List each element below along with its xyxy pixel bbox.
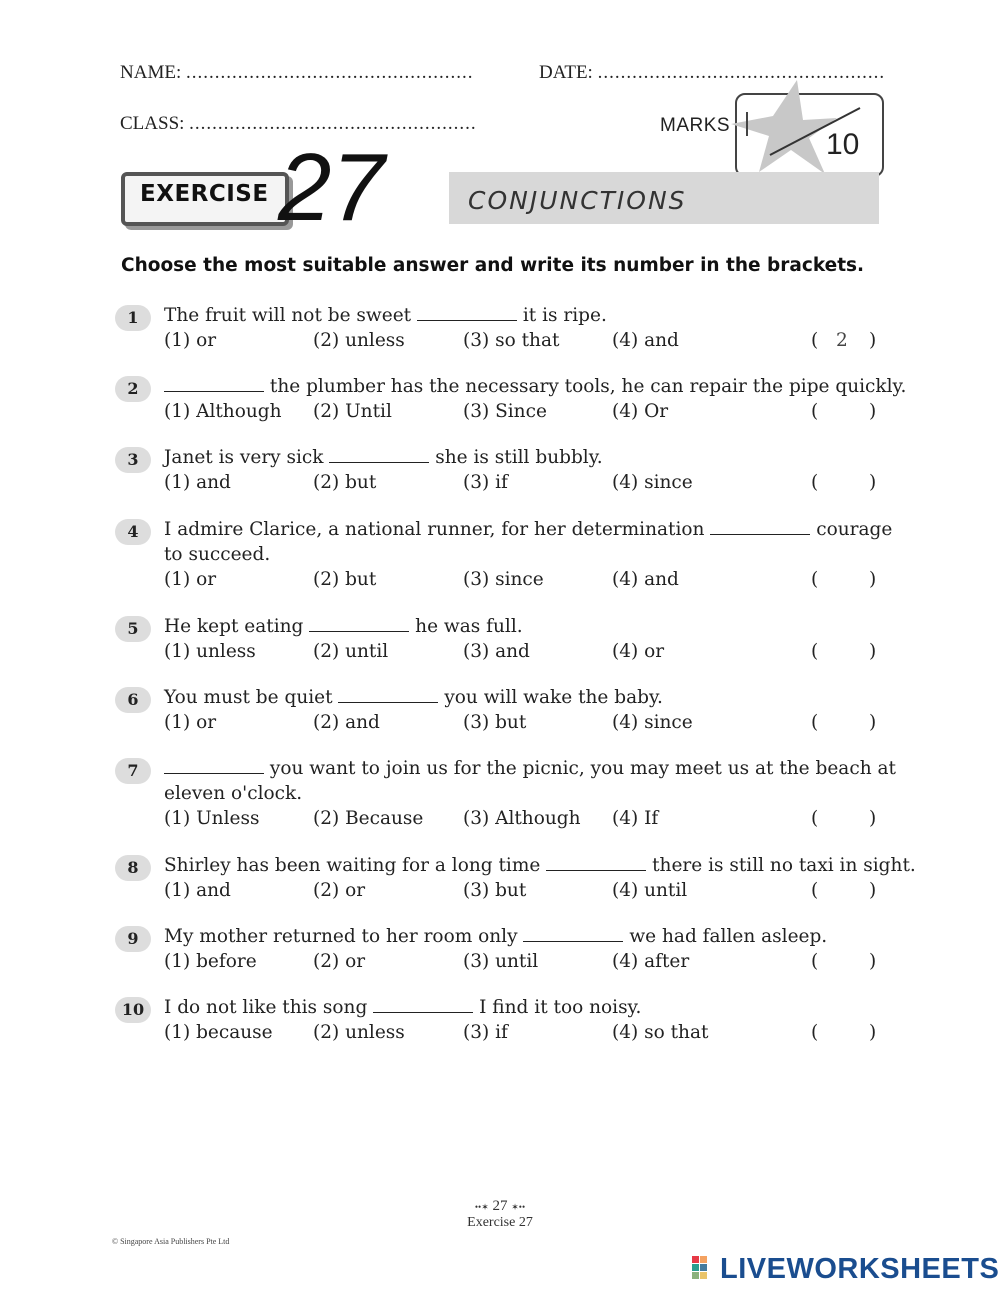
question-text-before: The fruit will not be sweet — [164, 305, 412, 326]
question-text-before: Shirley has been waiting for a long time — [164, 855, 541, 876]
bracket-close: ) — [869, 880, 877, 901]
question-text-after: it is ripe. — [522, 305, 607, 326]
question-text — [164, 519, 892, 540]
question-text — [164, 616, 523, 637]
topic-title: CONJUNCTIONS — [468, 186, 687, 215]
question-text-after: we had fallen asleep. — [629, 926, 828, 947]
bracket-close: ) — [869, 641, 877, 662]
option: (1) because — [164, 1022, 273, 1043]
page-number: 27 — [492, 1198, 508, 1214]
bracket-close: ) — [869, 472, 877, 493]
bracket-open: ( — [811, 472, 819, 493]
question-number: 2 — [115, 376, 151, 402]
question-text-after: she is still bubbly. — [435, 447, 603, 468]
answer-blank — [710, 520, 810, 535]
option: (4) and — [612, 330, 679, 351]
option: (4) If — [612, 808, 659, 829]
option: (3) Although — [463, 808, 581, 829]
bracket-open: ( — [811, 880, 819, 901]
bracket-open: ( — [811, 401, 819, 422]
option: (3) but — [463, 880, 527, 901]
answer-blank — [546, 856, 646, 871]
option: (3) until — [463, 951, 539, 972]
question-text-after: courage — [816, 519, 893, 540]
option: (1) or — [164, 712, 217, 733]
question-number: 8 — [115, 855, 151, 881]
option: (4) and — [612, 569, 679, 590]
question-number: 4 — [115, 519, 151, 545]
question-text-continued: eleven o'clock. — [164, 783, 303, 804]
class-label: CLASS: — [120, 113, 185, 134]
bracket-close: ) — [869, 330, 877, 351]
bracket-close: ) — [869, 712, 877, 733]
option: (2) Until — [313, 401, 392, 422]
question-text — [164, 926, 827, 947]
exercise-number: 27 — [278, 134, 385, 241]
question-text — [164, 447, 603, 468]
option: (2) but — [313, 472, 377, 493]
marks-total: 10 — [826, 128, 860, 161]
class-dots: .................................................. — [189, 113, 477, 134]
question-text — [164, 997, 641, 1018]
bracket-close: ) — [869, 1022, 877, 1043]
question-text — [164, 855, 916, 876]
answer-blank — [329, 448, 429, 463]
answer-blank — [417, 306, 517, 321]
question-number: 9 — [115, 926, 151, 952]
class-field — [120, 113, 477, 135]
page-number-line — [0, 1198, 1000, 1215]
date-label: DATE: — [539, 62, 593, 83]
bracket-close: ) — [869, 401, 877, 422]
answer-input[interactable]: 2 — [836, 330, 848, 351]
bracket-close: ) — [869, 951, 877, 972]
question-text-before: He kept eating — [164, 616, 304, 637]
question-number: 3 — [115, 447, 151, 473]
question-number: 6 — [115, 687, 151, 713]
option: (4) until — [612, 880, 688, 901]
option: (4) Or — [612, 401, 669, 422]
bracket-open: ( — [811, 808, 819, 829]
marks-divider — [746, 112, 748, 136]
name-dots: .................................................. — [185, 62, 474, 83]
page-deco-right: ✶•• — [511, 1202, 526, 1212]
option: (2) Because — [313, 808, 424, 829]
exercise-ref: Exercise 27 — [467, 1215, 533, 1230]
bracket-open: ( — [811, 712, 819, 733]
option: (1) unless — [164, 641, 256, 662]
name-label: NAME: — [120, 62, 182, 83]
question-text — [164, 305, 607, 326]
option: (1) Unless — [164, 808, 260, 829]
question-text — [164, 687, 663, 708]
question-text-after: he was full. — [415, 616, 523, 637]
date-dots: .................................................. — [597, 62, 886, 83]
answer-blank — [164, 759, 264, 774]
bracket-open: ( — [811, 951, 819, 972]
question-text-after: the plumber has the necessary tools, he can repair the pipe quickly. — [269, 376, 907, 397]
option: (4) or — [612, 641, 665, 662]
name-field — [120, 62, 473, 84]
liveworksheets-logo-icon — [692, 1256, 716, 1280]
bracket-open: ( — [811, 569, 819, 590]
page-deco-left: ••✶ — [474, 1202, 489, 1212]
bracket-open: ( — [811, 641, 819, 662]
question-text-before: My mother returned to her room only — [164, 926, 518, 947]
bracket-open: ( — [811, 1022, 819, 1043]
question-text-continued: to succeed. — [164, 544, 271, 565]
answer-blank — [338, 688, 438, 703]
option: (3) since — [463, 569, 544, 590]
question-text — [164, 758, 896, 779]
option: (4) since — [612, 472, 693, 493]
question-text-before: Janet is very sick — [164, 447, 324, 468]
option: (3) if — [463, 1022, 508, 1043]
answer-blank — [309, 617, 409, 632]
question-text-before: I admire Clarice, a national runner, for her determination — [164, 519, 705, 540]
option: (2) and — [313, 712, 380, 733]
option: (2) or — [313, 951, 366, 972]
option: (1) or — [164, 569, 217, 590]
option: (3) and — [463, 641, 530, 662]
answer-blank — [523, 927, 623, 942]
option: (1) Although — [164, 401, 282, 422]
option: (3) Since — [463, 401, 547, 422]
question-number: 1 — [115, 305, 151, 331]
option: (1) or — [164, 330, 217, 351]
question-number: 10 — [115, 997, 151, 1023]
question-text-before: You must be quiet — [164, 687, 333, 708]
option: (4) since — [612, 712, 693, 733]
question-text — [164, 376, 906, 397]
answer-blank — [373, 998, 473, 1013]
question-number: 5 — [115, 616, 151, 642]
instruction: Choose the most suitable answer and write its number in the brackets. — [121, 255, 865, 276]
marks-label: MARKS — [660, 115, 731, 136]
question-text-after: you want to join us for the picnic, you may meet us at the beach at — [269, 758, 896, 779]
bracket-open: ( — [811, 330, 819, 351]
option: (2) or — [313, 880, 366, 901]
option: (2) unless — [313, 330, 405, 351]
option: (1) before — [164, 951, 257, 972]
bracket-close: ) — [869, 569, 877, 590]
option: (4) after — [612, 951, 690, 972]
option: (2) until — [313, 641, 389, 662]
question-text-after: I find it too noisy. — [479, 997, 642, 1018]
copyright: © Singapore Asia Publishers Pte Ltd — [112, 1237, 230, 1246]
question-text-before: I do not like this song — [164, 997, 368, 1018]
answer-blank — [164, 377, 264, 392]
question-text-after: you will wake the baby. — [444, 687, 663, 708]
option: (3) so that — [463, 330, 560, 351]
option: (4) so that — [612, 1022, 709, 1043]
exercise-label: EXERCISE — [140, 181, 269, 207]
option: (3) but — [463, 712, 527, 733]
question-text-after: there is still no taxi in sight. — [652, 855, 916, 876]
option: (2) but — [313, 569, 377, 590]
option: (2) unless — [313, 1022, 405, 1043]
option: (3) if — [463, 472, 508, 493]
option: (1) and — [164, 880, 231, 901]
question-number: 7 — [115, 758, 151, 784]
liveworksheets-brand: LIVEWORKSHEETS — [720, 1253, 1000, 1285]
bracket-close: ) — [869, 808, 877, 829]
option: (1) and — [164, 472, 231, 493]
